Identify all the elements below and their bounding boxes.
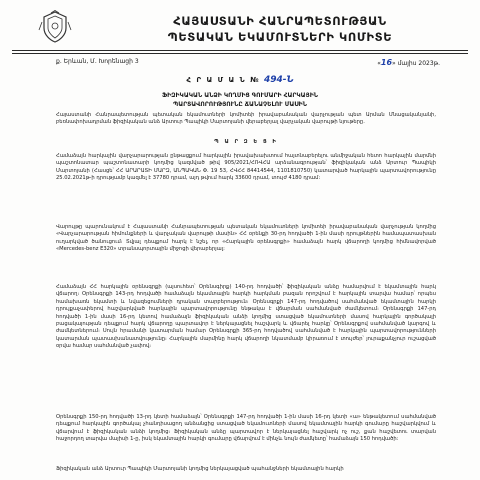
date-prefix: « <box>377 60 381 67</box>
order-subject-line1: ՖԻԶԻԿԱԿԱՆ ԱՆՁԻ ԿՈՂՄԻՑ ԳՈՒՄԱՐԻ ՀԱՐԿԱՅԻՆ <box>162 92 318 99</box>
order-label: Հ Ր Ա Մ Ա Ն № <box>186 76 264 84</box>
org-name-line2: ՊԵՏԱԿԱՆ ԵԿԱՄՈՒՏՆԵՐԻ ԿՈՄԻՏԵ <box>167 30 393 44</box>
date-rest: » մայիս 2023թ. <box>392 60 440 67</box>
body-paragraph: Ֆիզիկական անձ Արտուր Պապիկի Մարտոյանի կողմից ներկայացված պահանջների եկամտային հարկի <box>56 466 344 472</box>
body-paragraph: Համաձայն հարկային վարչարարության ընթացքում հարկային իրավախախտում հայտնաբերելու անմիջական հետո հարկային մարմնի պաշտոնատար պաշտոնատարի կողմից կազմված թիվ 905/2021/ՀՌՎՀԱ արձանագրության՝ ֆիզիկական անձ Արտուր Պապիկի Մարտոյանի (Հասցե՝ ՀՀ ԱՐԱՐԱՏԻ ՄԱՐԶ, ԱՆՊԱԿԱՆ Փ. 19 53, ՀՎՀՀ 84414544, 1101810750) կատարված հարկային պարտավորությունը 25.02.2021թ-ի դրությամբ կազմել է 37780 դրամ, այդ թվում հարկ 33600 դրամ, տույժ 4180 դրամ: <box>56 153 436 182</box>
body-paragraph: Օրենսգրքի 150-րդ հոդվածի 13-րդ կետի համաձայն՝ Օրենսգրքի 147-րդ հոդվածի 1-ին մասի 16-րդ կետի «ա» ենթակետում սահմանված դեպքում հարկային գործակալ չհանդիսացող անձանցից ստացված եկամուտների մասով եկամտային հարկի գումարը հաշվարկվում և վճարվում է ֆիզիկական անձի կողմից։ Ֆիզիկական անձը պարտավոր է ներկայացնել հաշվարկ ոչ ուշ, քան հաշվետու տարվան հաջորդող տարվա մայիսի 1-ը, իսկ եկամտային հարկի գումարը վճարվում է մինչև նույն ժամկետը՝ համաձայն 150 հոդվածի: <box>56 414 436 443</box>
section-heading: Պ Ա Ր Զ Ե Ց Ի <box>214 139 278 145</box>
order-number-handwritten: 494-Ն <box>263 75 294 85</box>
header-rule-top <box>12 50 468 51</box>
org-name-line1: ՀԱՅԱՍՏԱՆԻ ՀԱՆՐԱՊԵՏՈՒԹՅԱՆ <box>173 14 387 28</box>
order-subject-line2: ՊԱՐՏԱՎՈՐՈՒԹՅՈՒՆԸ ՃԱՆԱՉԵԼՈՒ ՄԱՍԻՆ <box>173 101 307 108</box>
intro-paragraph: Հայաստանի Հանրապետության պետական եկամուտների կոմիտեի իրավաբանական վարչության պետ Արման Մնացականյանի, բեռնափոխադրման ֆիզիկական անձ Արտուր Պապիկի Մարտոյանի վերաբերյալ վարչական վարույթի նյութերը. <box>56 112 436 126</box>
coat-of-arms-icon <box>38 10 72 44</box>
body-paragraph: Վարույթը պարունակում է Հայաստանի Հանրապետության պետական եկամուտների կոմիտեի իրավաբանական վարչության կողմից «Վարչարարության հիմունքների և վարչական վարույթի մասին» ՀՀ օրենքի 30-րդ հոդվածի 1-ին մասի դրույթներին համապատասխան ուղարկված ծանուցում։ Տվյալ դեպքում հարկ է նշել, որ «Հարկային օրենսգրքի» համաձայն հարկ վճարողի կողմից հիմնավորված «Mercedes-benz E320» տրանսպորտային միջոցի վերաբերյալ: <box>56 224 436 253</box>
issue-date <box>377 58 440 67</box>
header-rule-bottom <box>12 53 468 54</box>
body-paragraph: Համաձայն ՀՀ հարկային օրենսգրքի (այսուհետ՝ Օրենսգիրք) 140-րդ հոդվածի՝ ֆիզիկական անձը համարվում է եկամտային հարկ վճարող։ Օրենսգրքի 143-րդ հոդվածի համաձայն եկամտային հարկի հարկման բազան որոշվում է հարկային տարվա համար՝ որպես համախառն եկամտի և նվազեցումների դրական տարբերություն։ Օրենսգրքի 147-րդ հոդվածով սահմանված եկամտային հարկի դրույքաչափերով հաշվարկված հարկային պարտավորությունը ենթակա է վճարման սահմանված ժամկետում։ Օրենսգրքի 147-րդ հոդվածի 1-ին մասի 16-րդ կետով համաձայն ֆիզիկական անձի կողմից ստացված եկամուտների մասով հարկային գործակալի բացակայության դեպքում հարկ վճարողը պարտավոր է ներկայացնել հաշվարկ և վճարել հարկը՝ Օրենսգրքով սահմանված կարգով և ժամկետներում։ Սույն հրամանի կատարման համար Օրենսգրքի 365-րդ հոդվածով սահմանված է հարկային պարտավորությունների կատարման պատասխանատվությունը։ Հարկային մարմինը հարկ վճարողի նկատմամբ կիրառում է տույժեր՝ յուրաքանչյուր ուշացված օրվա համար սահմանված չափով։ <box>56 284 436 350</box>
date-day-handwritten: 16 <box>380 58 393 67</box>
issue-place: ք. Երևան, Մ. Խորենացի 3 <box>56 58 139 65</box>
order-title <box>0 75 480 85</box>
